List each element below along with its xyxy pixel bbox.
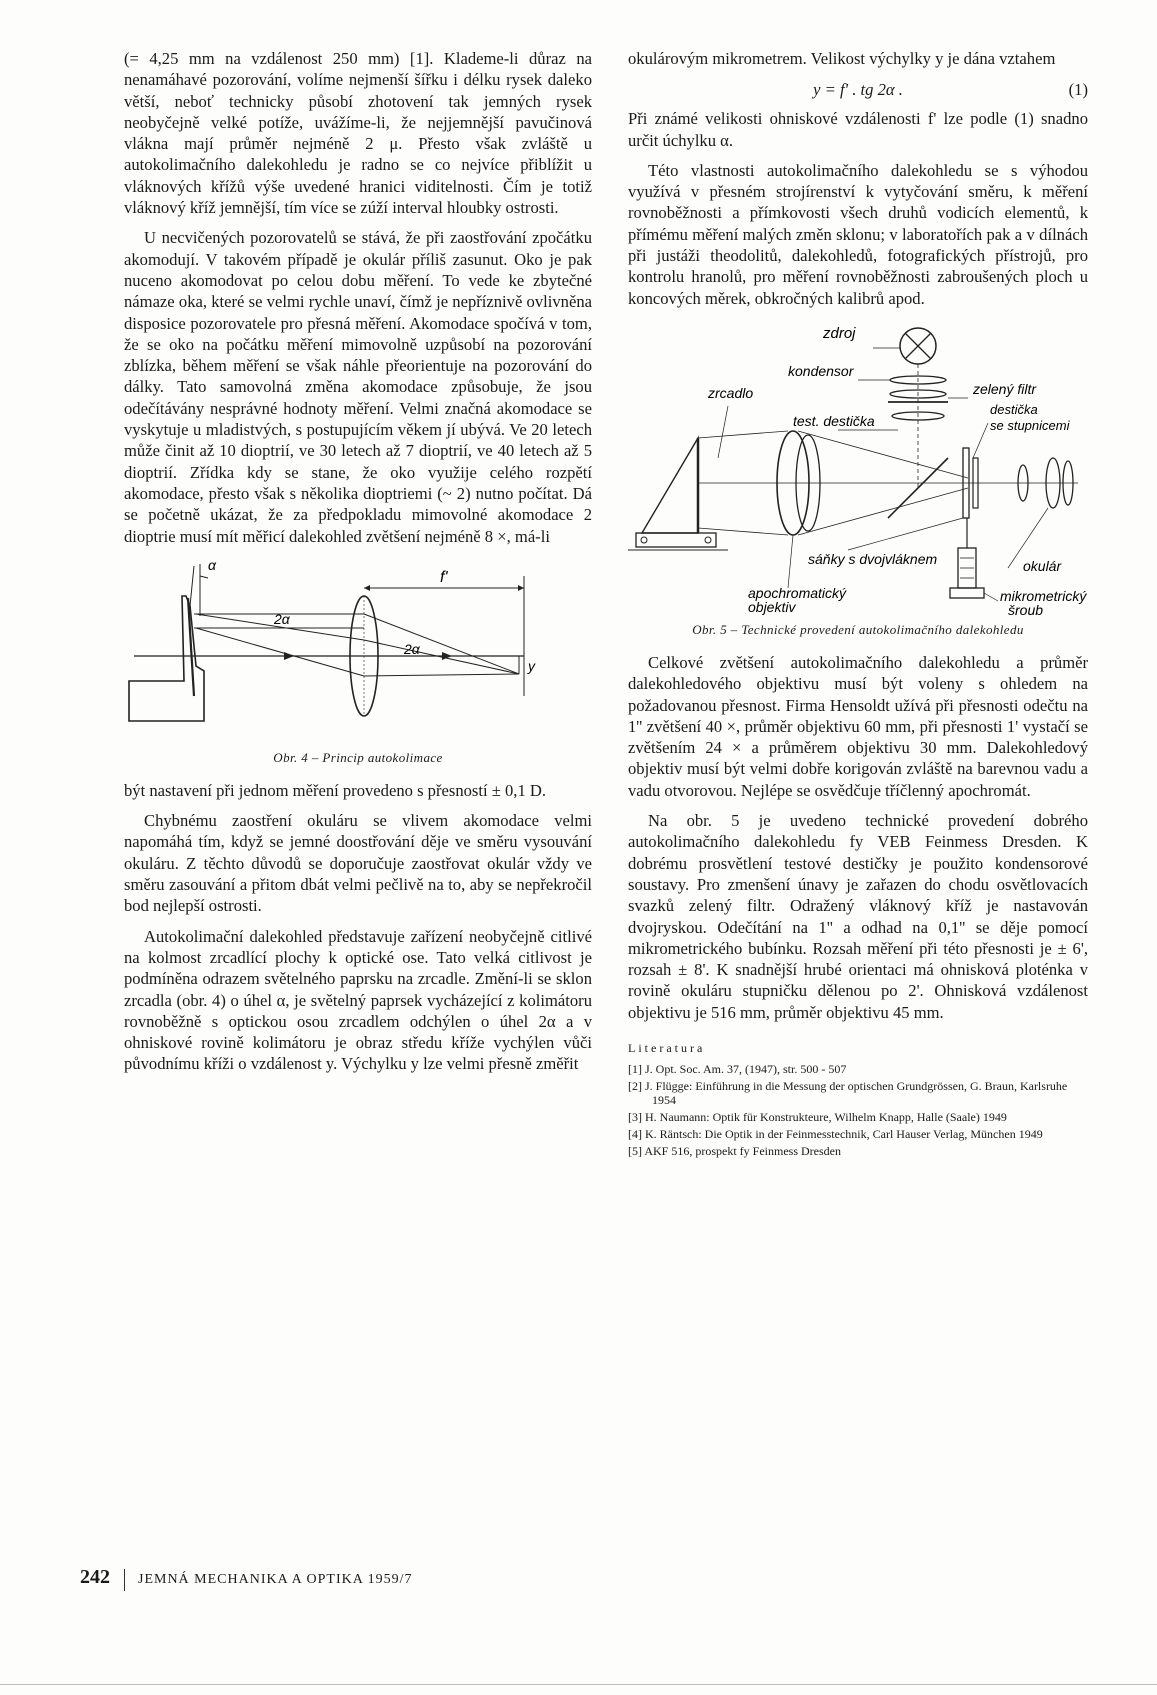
literature-heading: Literatura (628, 1041, 706, 1056)
left-column (124, 48, 592, 1084)
two-alpha-label: 2α (404, 640, 420, 657)
alpha-label: α (208, 556, 216, 573)
paragraph: Této vlastnosti autokolimačního dalekohledu se s výhodou využívá v přesném strojírenství k vytyčování směru, k měření rovnoběžnosti a přímkovosti všech druhů vodicích elementů, k přímému měření malých změn sklonu; v laboratořích pak a v dílnách při justáži theodolitů, dalekohledů, fotografických přístrojů, pro kontrolu hranolů, pro měření rovnoběžnosti zabroušených ploch u koncových měrek, obkročných kalibrů apod. (628, 160, 1088, 308)
equation-1 (628, 78, 1088, 102)
label-okular: okulár (1023, 557, 1062, 574)
label-sroub: šroub (1008, 601, 1044, 618)
paragraph: (= 4,25 mm na vzdálenost 250 mm) [1]. Klademe-li důraz na nenamáhavé pozorování, volíme nejmenší šířku i délku rysek daleko větší, neboť technicky působí zhotovení tak jemných rysek neobyčejně velké potíže, uvážíme-li, že nejjemnější pavučinová vlákna mají průměr nejméně 2 μ. Přesto však zvláště u autokolimačního dalekohledu je radno se co nejvíce přiblížit u vláknových křížů výše uvedené hranici viditelnosti. Čím je totiž vláknový kříž jemnější, tím více se zúží interval hloubky ostrosti. (124, 49, 592, 218)
label-se-stupnicemi: se stupnicemi (990, 417, 1070, 433)
reference-item: [5] AKF 516, prospekt fy Feinmess Dresden (628, 1144, 841, 1159)
label-test-desticka: test. destička (793, 412, 875, 429)
label-desticka: destička (990, 401, 1038, 417)
figure-5 (628, 318, 1088, 638)
figure-4 (124, 556, 592, 766)
right-column (628, 48, 1088, 1161)
paragraph: Při známé velikosti ohniskové vzdálenosti f' lze podle (1) snadno určit úchylku α. (628, 109, 1088, 150)
page-footer (80, 1566, 412, 1591)
paragraph: Na obr. 5 je uvedeno technické provedení dobrého autokolimačního dalekohledu fy VEB Feinmess Dresden. K dobrému prosvětlení testové destičky je použito kondensorové soustavy. Pro zmenšení únavy je zařazen do chodu osvětlovacích svazků zelený filtr. Odražený vláknový kříž je nastavován dvojryskou. Odečítání na 1'' a odhad na 0,1'' se děje pomocí mikrometrického bubínku. Rozsah měření při této přesnosti je ± 6', rozsah ± 8'. K snadnější hrubé orientaci má ohnisková ploténka v rovině okuláru stupničku dělenou po 2'. Ohnisková vzdálenost objektivu je 516 mm, průměr objektivu 45 mm. (628, 811, 1088, 1022)
label-objektiv: objektiv (748, 598, 796, 615)
two-alpha-label: 2α (274, 610, 290, 627)
paragraph: být nastavení při jednom měření provedeno s přesností ± 0,1 D. (124, 780, 547, 800)
label-sanky: sáňky s dvojvláknem (808, 550, 938, 567)
footer-divider (124, 1569, 125, 1591)
paragraph: Celkové zvětšení autokolimačního dalekohledu a průměr dalekohledového objektivu musí být voleny s ohledem na požadovanou přesnost. Firma Hensoldt užívá při přesnosti odečtu na 1'' zvětšení 40 ×, průměr objektivu 60 mm, při přesnosti 1' vystačí se zvětšením 24 × a průměrem objektivu 30 mm. Dalekohledový objektiv musí být velmi dobře korigován zvláště na barevnou vadu a vadu otvorovou. Nejlépe se osvědčuje tříčlenný apochromát. (628, 652, 1088, 800)
autocollimator-construction-diagram (628, 318, 1088, 618)
label-zeleny-filtr: zelený filtr (973, 380, 1037, 397)
paragraph: Chybnému zaostření okuláru se vlivem akomodace velmi napomáhá tím, když se jemné doostřování děje ve směru vysouvání okuláru. Z těchto důvodů se doporučuje zaostřovat okulár vždy ve směru zasouvání a přitom dbát velmi pečlivě na to, aby se nepřekročil bod nejlepší ostrosti. (124, 811, 592, 916)
label-zrcadlo: zrcadlo (708, 384, 754, 401)
page-number: 242 (80, 1566, 110, 1588)
reference-item: [4] K. Räntsch: Die Optik in der Feinmesstechnik, Carl Hauser Verlag, München 1949 (628, 1127, 1043, 1142)
reference-item: [2] J. Flügge: Einführung in die Messung der optischen Grundgrössen, G. Braun, Karlsruhe 1954 (628, 1079, 1068, 1108)
equation-number: (1) (1068, 80, 1088, 100)
reference-item: [1] J. Opt. Soc. Am. 37, (1947), str. 500 - 507 (628, 1062, 847, 1077)
figure-5-caption: Obr. 5 – Technické provedení autokolimačního dalekohledu (692, 621, 1024, 637)
paragraph: okulárovým mikrometrem. Velikost výchylky y je dána vztahem (628, 49, 1056, 68)
paragraph: Autokolimační dalekohled představuje zařízení neobyčejně citlivé na kolmost zrcadlící plochy k optické ose. Tato velká citlivost je podmíněna odrazem světelného paprsku na zrcadle. Změní-li se sklon zrcadla (obr. 4) o úhel α, je světelný paprsek vycházející z kolimátoru rovnoběžně s optickou osou zrcadlem odchýlen o úhel 2α a v ohniskové rovině kolimátoru je obraz středu kříže vychýlen vůči původnímu kříži o vzdálenost y. Výchylku y lze velmi přesně změřit (124, 926, 592, 1074)
equation-body: y = f' . tg 2α . (813, 80, 903, 100)
label-apochromaticky: apochromatický (748, 584, 847, 601)
label-zdroj: zdroj (823, 324, 856, 342)
label-kondensor: kondensor (788, 362, 854, 379)
figure-4-caption: Obr. 4 – Princip autokolimace (273, 749, 443, 765)
focal-length-label: f' (440, 568, 448, 586)
paragraph: U necvičených pozorovatelů se stává, že při zaostřování zpočátku akomodují. V takovém případě je okulár příliš zasunut. Oko je pak nuceno akomodovat po celou dobu měření. To vede ke zbytečné námaze oka, které se velmi rychle unaví, čímž je nepříznivě ovlivněna disposice pozorovatele pro přesná měření. Akomodace spočívá v tom, že se oko na počátku měření mimovolně uzpůsobí na pozorování zblízka, během měření se však náhle přeorientuje na pozorování do dálky. Tato samovolná změna akomodace způsobuje, že jsou odečítávány nesprávné hodnoty měření. Velmi značná akomodace se vyskytuje u mladistvých, s postupujícím věkem jí ubývá. Ve 20 letech může činit až 10 dioptrií, ve 30 letech až 7 dioptrií, ve 40 letech až 5 dioptrií. Zřídka kdy se stane, že oko využije celého rozpětí akomodace, přesto však s několika dioptriemi (~ 2) nutno počítat. Dá se početně ukázat, že za předpokladu mimovolné akomodace 2 dioptrie musí mít měřicí dalekohled zvětšení nejméně 8 ×, má-li (124, 228, 592, 546)
y-label: y (528, 657, 535, 674)
reference-list (628, 1062, 1088, 1158)
bottom-rule (0, 1684, 1157, 1685)
label-mikrometricky: mikrometrický (1000, 587, 1087, 604)
journal-name: JEMNÁ MECHANIKA A OPTIKA 1959/7 (138, 1572, 413, 1587)
autocollimation-diagram (124, 556, 592, 746)
reference-item: [3] H. Naumann: Optik für Konstrukteure, Wilhelm Knapp, Halle (Saale) 1949 (628, 1110, 1007, 1125)
